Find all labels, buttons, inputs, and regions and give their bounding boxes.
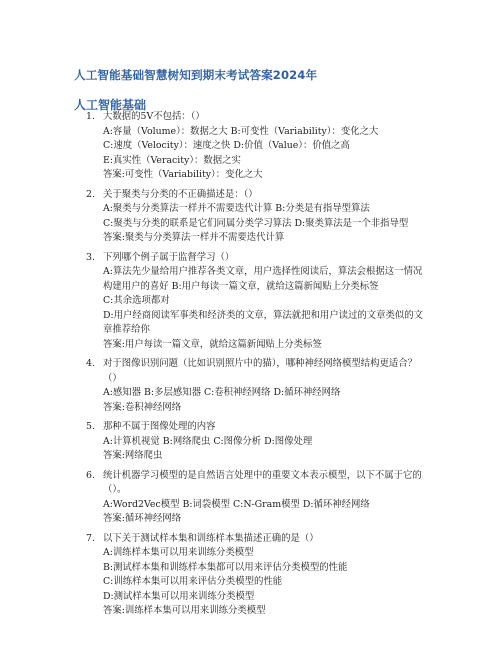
question-text: 那种不属于图像处理的内容 [103,421,216,432]
question-text: 对于图像识别问题（比如识别照片中的猫），哪种神经网络模型结构更适合？（） [103,358,418,384]
question-item [0,251,500,353]
question-body [103,251,430,353]
question-item [0,188,500,246]
question-number: 7. [86,532,95,544]
question-item [0,357,500,415]
question-option: B:测试样本集和训练样本集都可以用来评估分类模型的性能 [103,561,348,573]
question-option: A:感知器 B:多层感知器 C:卷积神经网络 D:循环神经网络 [103,387,341,398]
question-option: C:速度（Velocity）：速度之快 D:价值（Value）：价值之高 [103,140,350,151]
question-text: 统计机器学习模型的是自然语言处理中的重要文本表示模型，以下不属于它的（）。 [103,469,422,495]
question-option: E:真实性（Veracity）：数据之实 [103,154,241,166]
question-body [103,469,430,527]
question-item [0,110,500,183]
question-answer: 答案:卷积神经网络 [103,401,182,413]
question-answer: 答案:用户每读一篇文章，就给这篇新闻贴上分类标签 [103,338,322,350]
question-option: A:聚类与分类算法一样并不需要迭代计算 B:分类是有指导型算法 [103,203,370,214]
question-body [103,532,430,619]
question-answer: 答案:聚类与分类算法一样并不需要迭代计算 [103,232,285,243]
question-option: C:其余选项都对 [103,295,170,306]
question-answer: 答案:循环神经网络 [103,513,182,524]
question-text: 下列哪个例子属于监督学习（） [103,251,235,263]
question-option: C:训练样本集可以用来评估分类模型的性能 [103,576,283,587]
question-number: 3. [86,251,95,263]
question-list [0,110,500,624]
question-body [103,110,430,183]
question-text: 大数据的5V不包括：（） [103,111,205,122]
section-title: 人工智能基础 [74,98,147,112]
question-option: A:训练样本集可以用来训练分类模型 [103,547,254,558]
question-text: 关于聚类与分类的不正确描述是：（） [103,188,258,200]
question-body [103,357,430,415]
page-title: 人工智能基础智慧树知到期末考试答案2024年 [74,68,318,82]
question-text: 以下关于测试样本集和训练样本集描述正确的是（） [103,532,319,544]
question-number: 2. [86,188,95,200]
question-number: 6. [86,469,95,481]
question-body [103,188,430,246]
question-item [0,532,500,619]
question-answer: 答案:网络爬虫 [103,450,163,461]
question-number: 4. [86,358,95,369]
question-answer: 答案:可变性（Variability）：变化之大 [103,169,263,180]
question-option: A:计算机视觉 B:网络爬虫 C:图像分析 D:图像处理 [103,435,313,447]
question-item [0,469,500,527]
question-option: C:聚类与分类的联系是它们同属分类学习算法 D:聚类算法是一个非指导型 [103,217,409,229]
question-item [0,420,500,464]
question-option: D:用户经商阅读军事类和经济类的文章，算法就把和用户读过的文章类似的文章推荐给你 [103,309,424,335]
question-number: 1. [86,111,95,122]
question-option: D:测试样本集可以用来训练分类模型 [103,590,255,602]
question-option: A:容量（Volume）：数据之大 B:可变性（Variability）：变化之大 [103,125,379,137]
question-number: 5. [86,421,95,432]
question-option: A:算法先少量给用户推荐各类文章，用户选择性阅读后，算法会根据这一情况构建用户的喜好 B:用户每读一篇文章，就给这篇新闻贴上分类标签 [103,266,423,292]
question-answer: 答案:训练样本集可以用来训练分类模型 [103,605,266,616]
question-body [103,420,430,464]
question-option: A:Word2Vec模型 B:词袋模型 C:N-Gram模型 D:循环神经网络 [103,498,370,510]
